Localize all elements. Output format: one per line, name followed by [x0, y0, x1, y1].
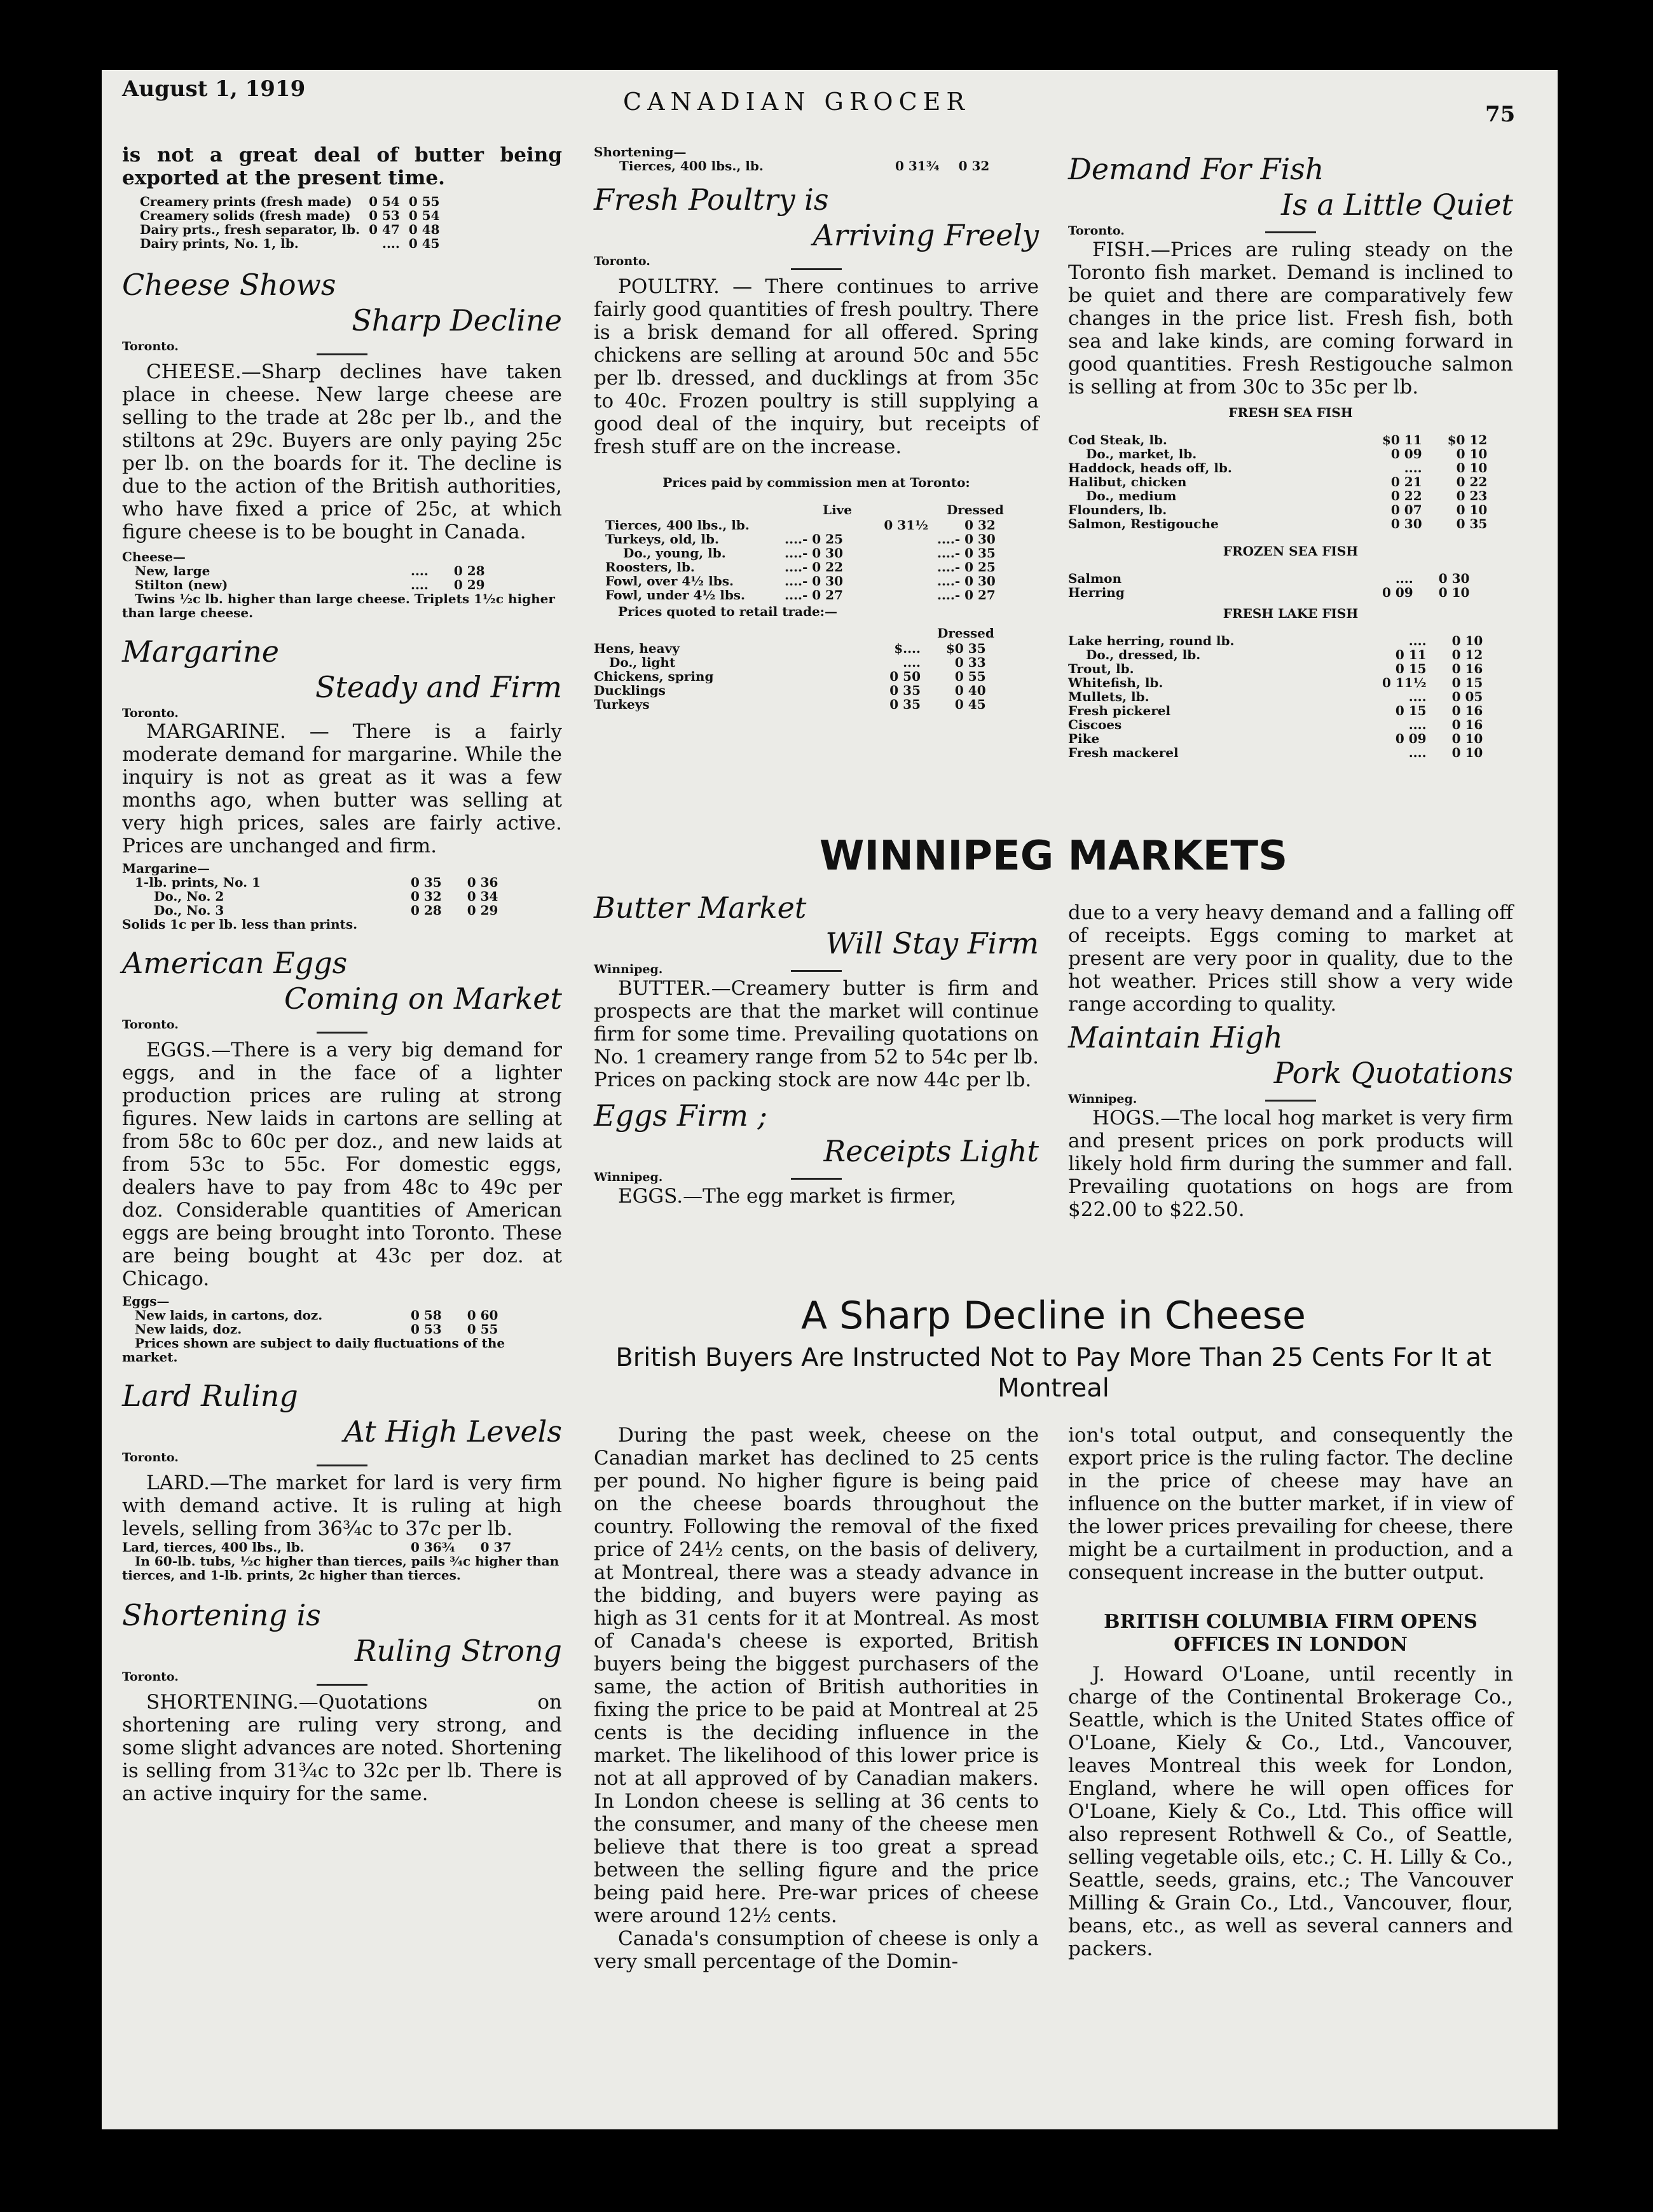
divider: [1265, 1100, 1316, 1102]
article-column-2: [1068, 1424, 1513, 1960]
poultry-retail-table: [594, 641, 986, 711]
winnipeg-pork-headline-1: Maintain High: [1068, 1020, 1283, 1055]
divider: [317, 353, 367, 355]
table-row: Do., dressed, lb. 0 11 0 12: [1086, 647, 1483, 662]
page-number: 75: [1485, 102, 1516, 127]
table-row: Turkeys 0 35 0 45: [594, 697, 986, 712]
cheese-table-title: Cheese—: [122, 549, 186, 564]
lard-note: In 60-lb. tubs, ½c higher than tierces, pails ¾c higher than tierces, and 1-lb. prints, 2c higher than tierces.: [122, 1553, 559, 1583]
live-column-header: Live: [823, 502, 853, 517]
winnipeg-eggs-headline-2: Receipts Light: [823, 1134, 1039, 1168]
table-row: Mullets, lb. .... 0 05: [1068, 689, 1483, 704]
article-paragraph-2: Canada's consumption of cheese is only a very small percentage of the Domin-: [594, 1927, 1039, 1973]
column-2: [594, 145, 1039, 711]
dateline: Winnipeg.: [594, 962, 663, 976]
article-column-1: [594, 1424, 1039, 1973]
column-1: [122, 144, 562, 1805]
table-row: Ciscoes .... 0 16: [1068, 717, 1483, 732]
table-row: Lake herring, round lb. .... 0 10: [1068, 633, 1483, 648]
cheese-headline-2: Sharp Decline: [352, 303, 562, 338]
winnipeg-column-2: [1068, 901, 1513, 1221]
dateline: Toronto.: [122, 1018, 179, 1032]
lake-fish-title: FRESH LAKE FISH: [1223, 606, 1359, 621]
table-row: Turkeys, old, lb. ....- 0 25 ....- 0 30: [605, 531, 996, 547]
bc-firm-headline: BRITISH COLUMBIA FIRM OPENS OFFICES IN LONDON: [1104, 1611, 1478, 1656]
poultry-headline-1: Fresh Poultry is: [594, 182, 829, 217]
eggs-headline-1: American Eggs: [122, 946, 348, 980]
divider: [317, 1032, 367, 1034]
poultry-table-2-title: Prices quoted to retail trade:—: [618, 604, 838, 619]
divider: [1265, 231, 1316, 233]
table-row: Tierces, 400 lbs., lb. 0 31¾ 0 32: [619, 158, 990, 174]
table-row: Fowl, under 4½ lbs. ....- 0 27 ....- 0 27: [605, 587, 996, 603]
table-row: Halibut, chicken 0 21 0 22: [1068, 474, 1488, 489]
table-row: New laids, doz. 0 53 0 55: [135, 1321, 498, 1337]
butter-continuation: is not a great deal of butter being exported at the present time.: [122, 144, 562, 189]
eggs-table-title: Eggs—: [122, 1294, 170, 1309]
table-row: Chickens, spring 0 50 0 55: [594, 669, 986, 684]
table-row: Haddock, heads off, lb. .... 0 10: [1068, 460, 1488, 475]
lard-price-table: [122, 1540, 511, 1554]
cheese-section: [122, 267, 562, 620]
table-row: Do., medium 0 22 0 23: [1086, 488, 1488, 503]
winnipeg-eggs-continuation: due to a very heavy demand and a falling off of receipts. Eggs coming to market at present are very poor in quality, due to the hot weather. Prices still show a very wide range according to quality.: [1068, 901, 1513, 1016]
table-row: Lard, tierces, 400 lbs., lb. 0 36¾ 0 37: [122, 1540, 512, 1555]
margarine-note: Solids 1c per lb. less than prints.: [122, 917, 358, 932]
cheese-note: Twins ½c lb. higher than large cheese. Triplets 1½c higher than large cheese.: [122, 591, 555, 620]
table-row: Fresh mackerel .... 0 10: [1068, 745, 1483, 760]
cheese-price-table: [135, 564, 485, 592]
dateline: Toronto.: [122, 1670, 179, 1684]
table-row: 1-lb. prints, No. 1 0 35 0 36: [135, 875, 498, 890]
table-row: Creamery solids (fresh made) 0 53 0 54: [140, 208, 440, 223]
divider: [317, 1684, 367, 1686]
table-row: Ducklings 0 35 0 40: [594, 683, 986, 698]
margarine-headline-1: Margarine: [122, 634, 279, 669]
eggs-headline-2: Coming on Market: [284, 981, 562, 1016]
shortening-text: SHORTENING.—Quotations on shortening are ruling very strong, and some slight advances are noted. Shortening is selling from 31¾c to 32c per lb. There is an active inquiry for the same.: [122, 1691, 562, 1805]
article-subtitle: British Buyers Are Instructed Not to Pay More Than 25 Cents For It at Montreal: [615, 1343, 1492, 1403]
lake-fish-table: [1068, 634, 1483, 760]
sea-fish-title: FRESH SEA FISH: [1228, 405, 1353, 420]
dateline: Toronto.: [122, 706, 179, 720]
winnipeg-eggs-headline-1: Eggs Firm ;: [594, 1098, 768, 1133]
eggs-note: Prices shown are subject to daily fluctuations of the market.: [122, 1335, 505, 1365]
dateline: Toronto.: [122, 1451, 179, 1464]
dressed-column-header: Dressed: [947, 502, 1004, 517]
shortening-price-table: [619, 159, 989, 173]
margarine-headline-2: Steady and Firm: [315, 670, 562, 704]
lard-text: LARD.—The market for lard is very firm with demand active. It is ruling at high levels, selling from 36¾c to 37c per lb.: [122, 1471, 562, 1540]
table-row: Herring 0 09 0 10: [1068, 585, 1470, 600]
winnipeg-butter-headline-2: Will Stay Firm: [825, 926, 1039, 960]
table-row: Dairy prints, No. 1, lb. .... 0 45: [140, 236, 440, 251]
cheese-headline-1: Cheese Shows: [122, 268, 336, 302]
winnipeg-pork-headline-2: Pork Quotations: [1273, 1056, 1513, 1090]
winnipeg-column-1: [594, 890, 1039, 1208]
dateline: Toronto.: [1068, 224, 1125, 238]
column-3: [1068, 151, 1513, 760]
dateline: Toronto.: [594, 254, 650, 268]
margarine-section: [122, 634, 562, 931]
shortening-headline-2: Ruling Strong: [354, 1634, 562, 1668]
table-row: Pike 0 09 0 10: [1068, 731, 1483, 746]
sea-fish-table: [1068, 433, 1487, 531]
divider: [791, 970, 842, 972]
table-row: Creamery prints (fresh made) 0 54 0 55: [140, 194, 440, 209]
divider: [791, 1178, 842, 1180]
table-row: Flounders, lb. 0 07 0 10: [1068, 502, 1488, 517]
lard-headline-1: Lard Ruling: [122, 1379, 298, 1413]
eggs-price-table: [135, 1308, 498, 1336]
butter-price-table: [140, 195, 440, 250]
table-row: Do., light .... 0 33: [609, 655, 986, 670]
table-row: New laids, in cartons, doz. 0 58 0 60: [135, 1307, 498, 1323]
table-row: New, large .... 0 28: [135, 563, 485, 578]
table-row: Dairy prts., fresh separator, lb. 0 47 0 48: [140, 222, 440, 237]
winnipeg-eggs-text: EGGS.—The egg market is firmer,: [618, 1185, 957, 1208]
eggs-section: [122, 945, 562, 1364]
divider: [791, 268, 842, 270]
issue-date: August 1, 1919: [122, 76, 306, 102]
cheese-text: CHEESE.—Sharp declines have taken place in cheese. New large cheese are selling to the trade at 28c per lb., and the stiltons at 29c. Buyers are only paying 25c per lb. on the boards for it. The decline is due to the action of the British authorities, who have fixed a price of 25c, at which figure cheese is to be bought in Canada.: [122, 360, 562, 543]
frozen-fish-table: [1068, 571, 1469, 599]
table-row: Hens, heavy $.... $0 35: [594, 641, 986, 656]
dateline: Winnipeg.: [594, 1170, 663, 1184]
table-row: Do., No. 2 0 32 0 34: [154, 889, 498, 904]
shortening-table-title: Shortening—: [594, 144, 687, 160]
table-row: Do., market, lb. 0 09 0 10: [1086, 446, 1488, 461]
article-paragraph-3: ion's total output, and consequently the export price is the ruling factor. The decline in the price of cheese may have an influence on the butter market, if in view of the lower prices prevailing for cheese, there might be a curtailment in production, and a consequent increase in the butter output.: [1068, 1424, 1513, 1584]
poultry-text: POULTRY. — There continues to arrive fairly good quantities of fresh poultry. There is a brisk demand for all offered. Spring chickens are selling at around 50c and 55c per lb. dressed, and ducklings at from 35c to 40c. Frozen poultry is still supplying a good deal of the inquiry, but receipts of fresh stuff are on the increase.: [594, 275, 1039, 458]
margarine-table-title: Margarine—: [122, 861, 210, 876]
divider: [317, 1464, 367, 1466]
margarine-price-table: [135, 875, 498, 917]
table-row: Stilton (new) .... 0 29: [135, 577, 485, 592]
table-row: Do., young, lb. ....- 0 30 ....- 0 35: [623, 545, 996, 561]
poultry-commission-table: [605, 518, 996, 602]
article-title: A Sharp Decline in Cheese: [801, 1294, 1306, 1338]
winnipeg-butter-headline-1: Butter Market: [594, 891, 807, 925]
poultry-section: [594, 182, 1039, 711]
frozen-fish-title: FROZEN SEA FISH: [1223, 543, 1359, 559]
dateline: Toronto.: [122, 339, 179, 353]
table-row: Do., No. 3 0 28 0 29: [154, 903, 498, 918]
lard-headline-2: At High Levels: [343, 1414, 562, 1449]
winnipeg-markets-title: WINNIPEG MARKETS: [819, 833, 1288, 880]
shortening-headline-1: Shortening is: [122, 1598, 321, 1632]
dateline: Winnipeg.: [1068, 1092, 1137, 1106]
table-row: Roosters, lb. ....- 0 22 ....- 0 25: [605, 559, 996, 575]
margarine-text: MARGARINE. — There is a fairly moderate demand for margarine. While the inquiry is not as great as it was a few months ago, when butter was selling at very high prices, sales are fairly active. Prices are unchanged and firm.: [122, 720, 562, 857]
masthead: CANADIAN GROCER: [623, 88, 971, 116]
poultry-table-1-title: Prices paid by commission men at Toronto:: [662, 475, 970, 490]
table-row: Cod Steak, lb. $0 11 $0 12: [1068, 432, 1488, 447]
table-row: Salmon, Restigouche 0 30 0 35: [1068, 516, 1488, 531]
shortening-section: [122, 1597, 562, 1805]
article-paragraph-1: During the past week, cheese on the Canadian market has declined to 25 cents per pound. No higher figure is being paid on the cheese boards throughout the country. Following the removal of the fixed price of 24½ cents, on the basis of delivery, at Montreal, there was a steady advance in the bidding, and buyers were paying as high as 31 cents for it at Montreal. As most of Canada's cheese is exported, British buyers being the biggest purchasers of the same, the action of British authorities in fixing the price to be paid at Montreal at 25 cents is the deciding influence in the market. The likelihood of this lower price is not at all approved of by Canadian makers. In London cheese is selling at 36 cents to the consumer, and many of the cheese men believe that there is too great a spread between the selling figure and the price being paid here. Pre-war prices of cheese were around 12½ cents.: [594, 1424, 1039, 1927]
fish-text: FISH.—Prices are ruling steady on the Toronto fish market. Demand is inclined to be quiet and there are comparatively few changes in the price list. Fresh fish, both sea and lake kinds, are coming forward in good quantities. Fresh Restigouche salmon is selling at from 30c to 35c per lb.: [1068, 238, 1513, 399]
table-row: Trout, lb. 0 15 0 16: [1068, 661, 1483, 676]
table-row: Salmon .... 0 30: [1068, 571, 1470, 586]
table-row: Whitefish, lb. 0 11½ 0 15: [1068, 675, 1483, 690]
winnipeg-pork-text: HOGS.—The local hog market is very firm and present prices on pork products will likely hold firm during the summer and fall. Prevailing quotations on hogs are from $22.00 to $22.50.: [1068, 1107, 1513, 1221]
table-row: Fowl, over 4½ lbs. ....- 0 30 ....- 0 30: [605, 573, 996, 589]
table-row: Tierces, 400 lbs., lb. 0 31½ 0 32: [605, 517, 996, 533]
poultry-headline-2: Arriving Freely: [813, 218, 1039, 252]
fish-headline-2: Is a Little Quiet: [1281, 188, 1513, 222]
lard-section: [122, 1378, 562, 1582]
winnipeg-butter-text: BUTTER.—Creamery butter is firm and prospects are that the market will continue firm for some time. Prevailing quotations on No. 1 creamery range from 52 to 54c per lb. Prices on packing stock are now 44c per lb.: [594, 977, 1039, 1091]
bc-firm-text: J. Howard O'Loane, until recently in charge of the Continental Brokerage Co., Seattle, which is the United States office of O'Loane, Kiely & Co., Ltd., Vancouver, leaves Montreal this week for London, England, where he will open offices for O'Loane, Kiely & Co., Ltd. This office will also represent Rothwell & Co., of Seattle, selling vegetable oils, etc.; C. H. Lilly & Co., Seattle, seeds, grains, etc.; The Vancouver Milling & Grain Co., Ltd., Vancouver, flour, beans, etc., as well as several canners and packers.: [1068, 1663, 1513, 1960]
eggs-text: EGGS.—There is a very big demand for eggs, and in the face of a lighter production prices are ruling at strong figures. New laids in cartons are selling at from 58c to 60c per doz., and new laids at from 53c to 55c. For domestic eggs, dealers have to pay from 48c to 49c per doz. Considerable quantities of American eggs are being brought into Toronto. These are being bought at 43c per doz. at Chicago.: [122, 1039, 562, 1290]
dressed-column-header: Dressed: [937, 625, 994, 641]
table-row: Fresh pickerel 0 15 0 16: [1068, 703, 1483, 718]
fish-headline-1: Demand For Fish: [1068, 152, 1324, 186]
